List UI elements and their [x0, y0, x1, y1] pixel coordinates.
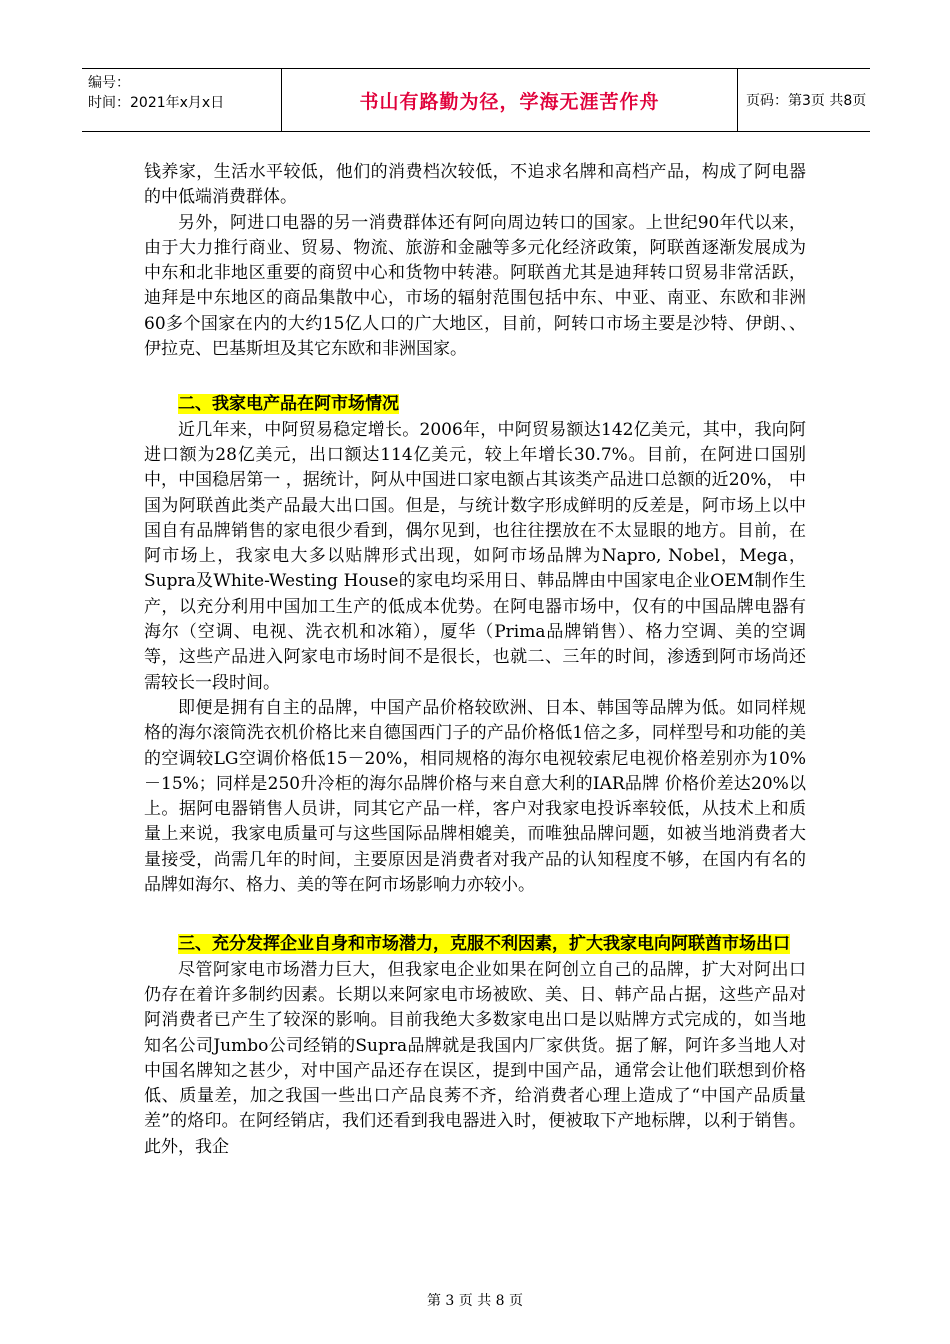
header-page-info: 页码：第3页 共8页: [746, 93, 867, 109]
paragraph-intro-1: 钱养家，生活水平较低，他们的消费档次较低，不追求名牌和高档产品，构成了阿电器的中低端消费群体。: [144, 162, 806, 208]
section-2-heading: [144, 392, 806, 417]
section-2-heading-text: 二、我家电产品在阿市场情况: [178, 394, 399, 415]
section-2-paragraph-1: 近几年来，中阿贸易稳定增长。2006年，中阿贸易额达142亿美元，其中，我向阿进口额为28亿美元，出口额达114亿美元，较上年增长30.7%。目前，在阿进口国别中，中国稳居第一 ，据统计，阿从中国进口家电额占其该类产品进口总额的近20%， 中国为阿联酋此类产品最大出口国。但是，与统计数字形成鲜明的反差是，阿市场上以中国自有品牌销售的家电很少看到，偶尔见到，也往往摆放在不太显眼的地方。目前，在阿市场上，我家电大多以贴牌形式出现，如阿市场品牌为Napro, Nobel，Mega，Supra及White-Westing House的家电均采用日、韩品牌由中国家电企业OEM制作生产，以充分利用中国加工生产的低成本优势。在阿电器市场中，仅有的中国品牌电器有海尔（空调、电视、洗衣机和冰箱），厦华（Prima品牌销售）、格力空调、美的空调等，这些产品进入阿家电市场时间不是很长，也就二、三年的时间，渗透到阿市场尚还需较长一段时间。: [144, 419, 806, 693]
header-meta: [82, 69, 282, 131]
document-date: 时间：2021年x月x日: [88, 95, 225, 111]
section-3-paragraph-1: 尽管阿家电市场潜力巨大，但我家电企业如果在阿创立自己的品牌，扩大对阿出口仍存在着许多制约因素。长期以来阿家电市场被欧、美、日、韩产品占据，这些产品对阿消费者已产生了较深的影响。目前我绝大多数家电出口是以贴牌方式完成的，如当地知名公司Jumbo公司经销的Supra品牌就是我国内厂家供货。据了解，阿许多当地人对中国名牌知之甚少，对中国产品还存在误区，提到中国产品，通常会让他们联想到价格低、质量差，加之我国一些出口产品良莠不齐，给消费者心理上造成了“中国产品质量差”的烙印。在阿经销店，我们还看到我电器进入时，便被取下产地标牌，以利于销售。此外，我企: [144, 959, 806, 1157]
spacer: [144, 362, 806, 392]
document-body: [144, 160, 806, 1160]
section-3-heading: [144, 932, 806, 957]
header-motto: 书山有路勤为径，学海无涯苦作舟: [282, 69, 738, 131]
document-number-label: 编号：: [88, 75, 130, 91]
section-3-heading-text: 三、充分发挥企业自身和市场潜力，克服不利因素，扩大我家电向阿联酋市场出口: [178, 934, 790, 955]
page-footer: 第 3 页 共 8 页: [426, 1293, 524, 1309]
page-header: [82, 68, 870, 132]
section-2-paragraph-2: 即便是拥有自主的品牌，中国产品价格较欧洲、日本、韩国等品牌为低。如同样规格的海尔滚筒洗衣机价格比来自德国西门子的产品价格低1倍之多，同样型号和功能的美的空调较LG空调价格低15－20%，相同规格的海尔电视较索尼电视价格差别亦为10%－15%；同样是250升冷柜的海尔品牌价格与来自意大利的IAR品牌 价格价差达20%以上。据阿电器销售人员讲，同其它产品一样，客户对我家电投诉率较低，从技术上和质量上来说，我家电质量可与这些国际品牌相媲美，而唯独品牌问题，如被当地消费者大量接受，尚需几年的时间，主要原因是消费者对我产品的认知程度不够，在国内有名的品牌如海尔、格力、美的等在阿市场影响力亦较小。: [144, 697, 806, 896]
paragraph-intro-2: 另外，阿进口电器的另一消费群体还有阿向周边转口的国家。上世纪90年代以来，由于大力推行商业、贸易、物流、旅游和金融等多元化经济政策，阿联酋逐渐发展成为中东和北非地区重要的商贸中心和货物中转港。阿联酋尤其是迪拜转口贸易非常活跃，迪拜是中东地区的商品集散中心，市场的辐射范围包括中东、中亚、南亚、东欧和非洲60多个国家在内的大约15亿人口的广大地区，目前，阿转口市场主要是沙特、伊朗、、伊拉克、巴基斯坦及其它东欧和非洲国家。: [144, 212, 806, 360]
spacer: [144, 898, 806, 932]
